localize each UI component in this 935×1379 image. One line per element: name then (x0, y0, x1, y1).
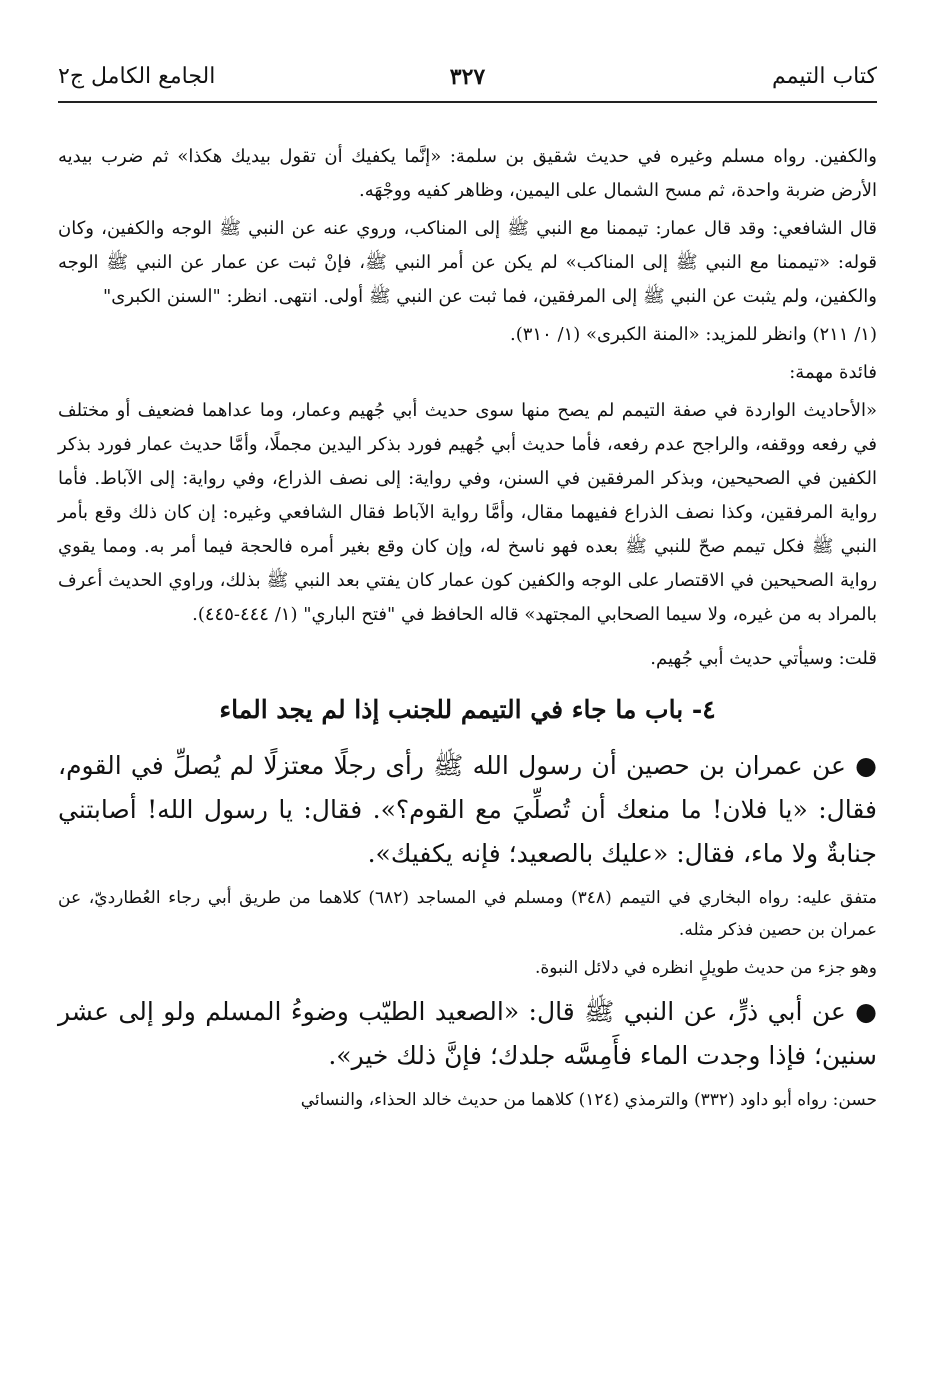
footnote-paragraph: قال الشافعي: وقد قال عمار: تيممنا مع النبي ﷺ إلى المناكب، وروي عنه عن النبي ﷺ الوجه والكفين، وكان قوله: «تيممنا مع النبي ﷺ إلى المناكب» لم يكن عن أمر النبي ﷺ، فإنْ ثبت عن عمار عن النبي ﷺ الوجه والكفين، ولم يثبت عن النبي ﷺ إلى المرفقين، فما ثبت عن النبي ﷺ أولى. انتهى. انظر: "السنن الكبرى" (58, 218, 877, 307)
footnote-paragraph: والكفين. رواه مسلم وغيره في حديث شقيق بن سلمة: «إنَّما يكفيك أن تقول بيديك هكذا» ثم ضرب بيديه الأرض ضربة واحدة، ثم مسح الشمال على اليمين، وظاهر كفيه ووجْهَه. (58, 146, 877, 201)
hadith-text: ● عن أبي ذرٍّ، عن النبي ﷺ قال: «الصعيد الطيّب وضوءُ المسلم ولو إلى عشر سنين؛ فإذا وجدت الماء فأَمِسَّه جلدك؛ فإنَّ ذلك خير». (58, 997, 877, 1070)
chapter-title: كتاب التيمم (772, 64, 877, 89)
hadith-note: متفق عليه: رواه البخاري في التيمم (٣٤٨) ومسلم في المساجد (٦٨٢) كلاهما من طريق أبي رجاء العُطارديّ، عن عمران بن حصين فذكر مثله. (58, 888, 877, 940)
page-number: ٣٢٧ (449, 64, 486, 90)
header-rule (58, 101, 877, 103)
hadith-note: حسن: رواه أبو داود (٣٣٢) والترمذي (١٢٤) كلاهما من حديث خالد الحذاء، والنسائي (300, 1090, 877, 1110)
hadith-note: وهو جزء من حديث طويلٍ انظره في دلائل النبوة. (534, 958, 877, 978)
running-header (58, 62, 877, 100)
section-heading: ٤- باب ما جاء في التيمم للجنب إذا لم يجد الماء (219, 695, 716, 724)
book-title: الجامع الكامل ج٢ (58, 64, 216, 89)
footnote-paragraph: قلت: وسيأتي حديث أبي جُهيم. (650, 648, 877, 669)
footnote-paragraph: «الأحاديث الواردة في صفة التيمم لم يصح منها سوى حديث أبي جُهيم وعمار، وما عداهما فضعيف أو مختلف في رفعه ووقفه، والراجح عدم رفعه، فأما حديث أبي جُهيم فورد بذكر اليدين مجملًا، وأمَّا حديث عمار فورد بذكر الكفين في الصحيحين، وبذكر المرفقين في السنن، وفي رواية: إلى نصف الذراع، وفي رواية: إلى الآباط. فأما رواية المرفقين، وكذا نصف الذراع ففيهما مقال، وأمَّا رواية الآباط فقال الشافعي وغيره: إن كان ذلك وقع بأمر النبي ﷺ فكل تيمم صحّ للنبي ﷺ بعده فهو ناسخ له، وإن كان وقع بغير أمره فالحجة فيما أمر به. ومما يقوي رواية الصحيحين في الاقتصار على الوجه والكفين كون عمار كان يفتي بعد النبي ﷺ بذلك، وراوي الحديث أعرف بالمراد به من غيره، ولا سيما الصحابي المجتهد» قاله الحافظ في "فتح الباري" (١/ ٤٤٤-٤٤٥). (58, 400, 877, 625)
footnote-label: فائدة مهمة: (789, 362, 877, 383)
page-body (58, 140, 877, 1122)
footnote-paragraph: (١/ ٢١١) وانظر للمزيد: «المنة الكبرى» (١/ ٣١٠). (510, 324, 877, 345)
hadith-text: ● عن عمران بن حصين أن رسول الله ﷺ رأى رجلًا معتزلًا لم يُصلِّ في القوم، فقال: «يا فلان! ما منعك أن تُصلِّيَ مع القوم؟». فقال: يا رسول الله! أصابتني جنابةٌ ولا ماء، فقال: «عليك بالصعيد؛ فإنه يكفيك». (58, 751, 877, 868)
